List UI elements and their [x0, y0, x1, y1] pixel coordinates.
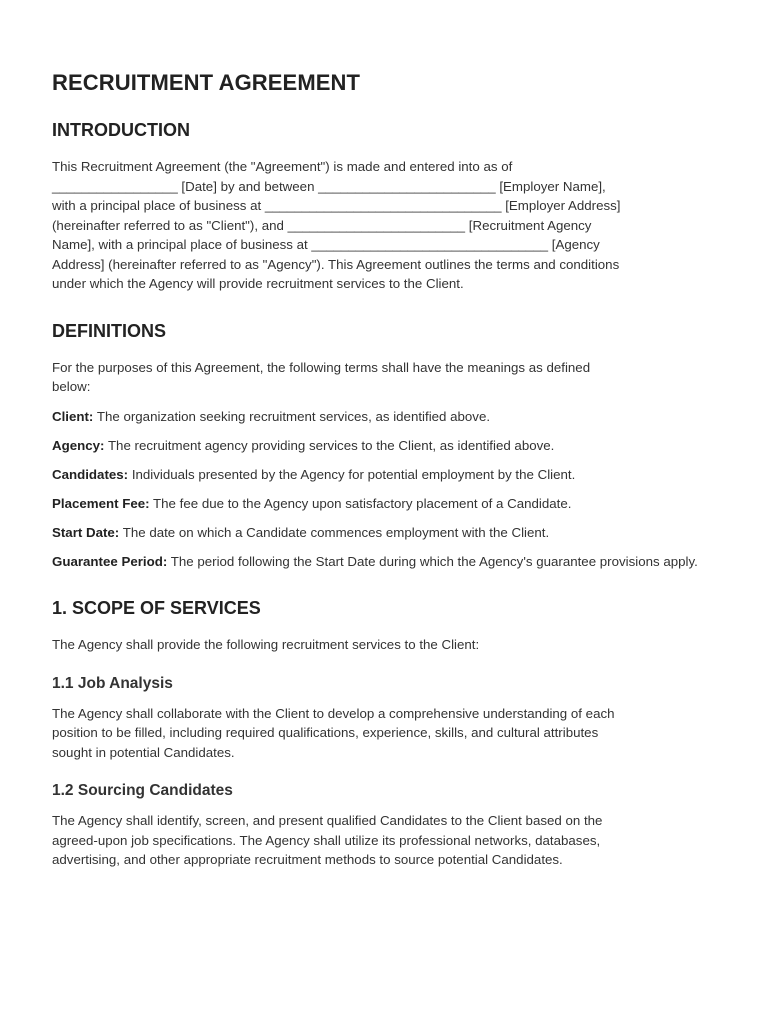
paragraph-line: Address] (hereinafter referred to as "Agency"). This Agreement outlines the terms and conditions: [52, 256, 620, 272]
definition-item: [52, 465, 718, 485]
definition-text: The organization seeking recruitment services, as identified above.: [96, 408, 491, 424]
paragraph-line: advertising, and other appropriate recruitment methods to source potential Candidates.: [52, 852, 563, 867]
definition-text: Individuals presented by the Agency for potential employment by the Client.: [131, 466, 576, 482]
subsection-heading: 1.1 Job Analysis: [52, 674, 173, 692]
definitions-intro: [52, 358, 718, 397]
paragraph-line: This Recruitment Agreement (the "Agreement") is made and entered into as of: [52, 159, 513, 174]
definition-item: [52, 523, 718, 543]
paragraph-line: agreed-upon job specifications. The Agency shall utilize its professional networks, databases,: [52, 832, 601, 848]
scope-of-services-section: [52, 598, 718, 870]
paragraph-line: The Agency shall identify, screen, and present qualified Candidates to the Client based on the: [52, 813, 603, 828]
paragraph-line: below:: [52, 379, 91, 394]
introduction-section: [52, 120, 718, 294]
definition-item: [52, 552, 718, 572]
definition-item: [52, 407, 718, 427]
definition-term: Placement Fee:: [52, 495, 150, 511]
definitions-heading: DEFINITIONS: [52, 320, 167, 341]
definition-text: The period following the Start Date during which the Agency's guarantee provisions apply.: [170, 553, 698, 569]
introduction-paragraph: [52, 157, 718, 294]
definition-term: Agency:: [52, 437, 105, 453]
definition-text: The recruitment agency providing services to the Client, as identified above.: [107, 437, 555, 453]
definition-term: Client:: [52, 408, 94, 424]
paragraph-line: Name], with a principal place of business at ________________________________ [Agency: [52, 237, 600, 252]
subsection-job-analysis: [52, 675, 718, 763]
definition-item: [52, 494, 718, 514]
paragraph-line: sought in potential Candidates.: [52, 744, 235, 760]
paragraph-line: under which the Agency will provide recruitment services to the Client.: [52, 276, 464, 291]
definitions-section: [52, 321, 718, 572]
subsection-paragraph: [52, 811, 718, 870]
scope-intro: The Agency shall provide the following recruitment services to the Client:: [52, 637, 480, 652]
paragraph-line: _________________ [Date] by and between ________________________ [Employer Name],: [52, 178, 606, 194]
definition-term: Candidates:: [52, 466, 129, 482]
scope-heading: 1. SCOPE OF SERVICES: [52, 598, 261, 618]
paragraph-line: position to be filled, including required qualifications, experience, skills, and cultural attributes: [52, 725, 599, 740]
paragraph-line: The Agency shall collaborate with the Client to develop a comprehensive understanding of each: [52, 705, 615, 721]
definition-item: [52, 436, 718, 456]
subsection-sourcing-candidates: [52, 782, 718, 870]
document-title: RECRUITMENT AGREEMENT: [52, 70, 361, 95]
definition-text: The fee due to the Agency upon satisfactory placement of a Candidate.: [153, 495, 572, 511]
paragraph-line: (hereinafter referred to as "Client"), and ________________________ [Recruitment Agency: [52, 217, 592, 233]
definition-term: Start Date:: [52, 524, 120, 540]
paragraph-line: with a principal place of business at ________________________________ [Employer Address]: [52, 198, 621, 213]
subsection-heading: 1.2 Sourcing Candidates: [52, 782, 233, 799]
paragraph-line: For the purposes of this Agreement, the following terms shall have the meanings as defined: [52, 359, 591, 375]
definition-text: The date on which a Candidate commences employment with the Client.: [122, 524, 550, 540]
definition-term: Guarantee Period:: [52, 553, 168, 569]
introduction-heading: INTRODUCTION: [52, 120, 190, 140]
subsection-paragraph: [52, 704, 718, 763]
